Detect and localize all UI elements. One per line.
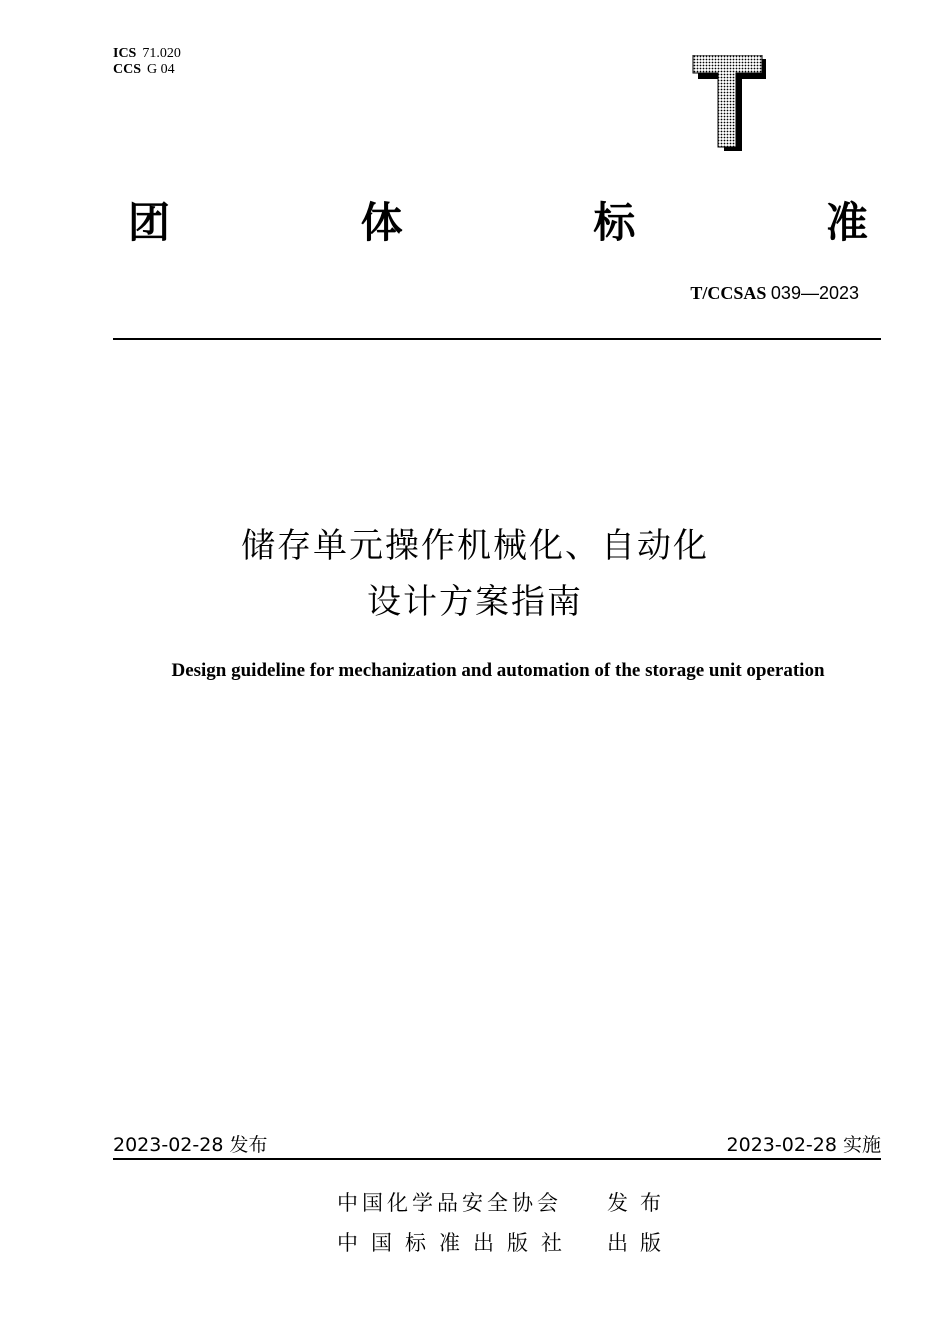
bottom-divider [113, 1158, 881, 1160]
title-line-2: 设计方案指南 [367, 582, 583, 622]
top-divider [113, 338, 881, 340]
chinese-title [0, 518, 950, 630]
printer-row [337, 1227, 673, 1257]
effective-date: 2023-02-28 实施 [726, 1134, 881, 1156]
category-char: 体 [360, 198, 403, 247]
title-line-1: 储存单元操作机械化、自动化 [241, 526, 709, 566]
category-char: 准 [825, 198, 868, 247]
publish-date: 2023-02-28 发布 [113, 1134, 268, 1156]
organization-role: 出版 [607, 1231, 673, 1255]
t-logo-icon [690, 55, 770, 155]
organization-role: 发布 [607, 1191, 673, 1215]
organization-name: 中国化学品安全协会 [337, 1191, 562, 1215]
category-char: 团 [128, 198, 171, 247]
publisher-row [337, 1187, 673, 1217]
english-title: Design guideline for mechanization and automation of the storage unit operation [171, 660, 825, 681]
standard-number: T/CCSAS 039—2023 [690, 283, 859, 303]
category-char: 标 [593, 198, 636, 247]
ccs-code: CCS G 04 [113, 62, 175, 77]
classification-codes [113, 46, 181, 78]
document-category [128, 190, 868, 250]
ics-code: ICS 71.020 [113, 46, 181, 61]
standard-type-logo [690, 55, 770, 155]
organization-name: 中国标准出版社 [337, 1231, 575, 1255]
